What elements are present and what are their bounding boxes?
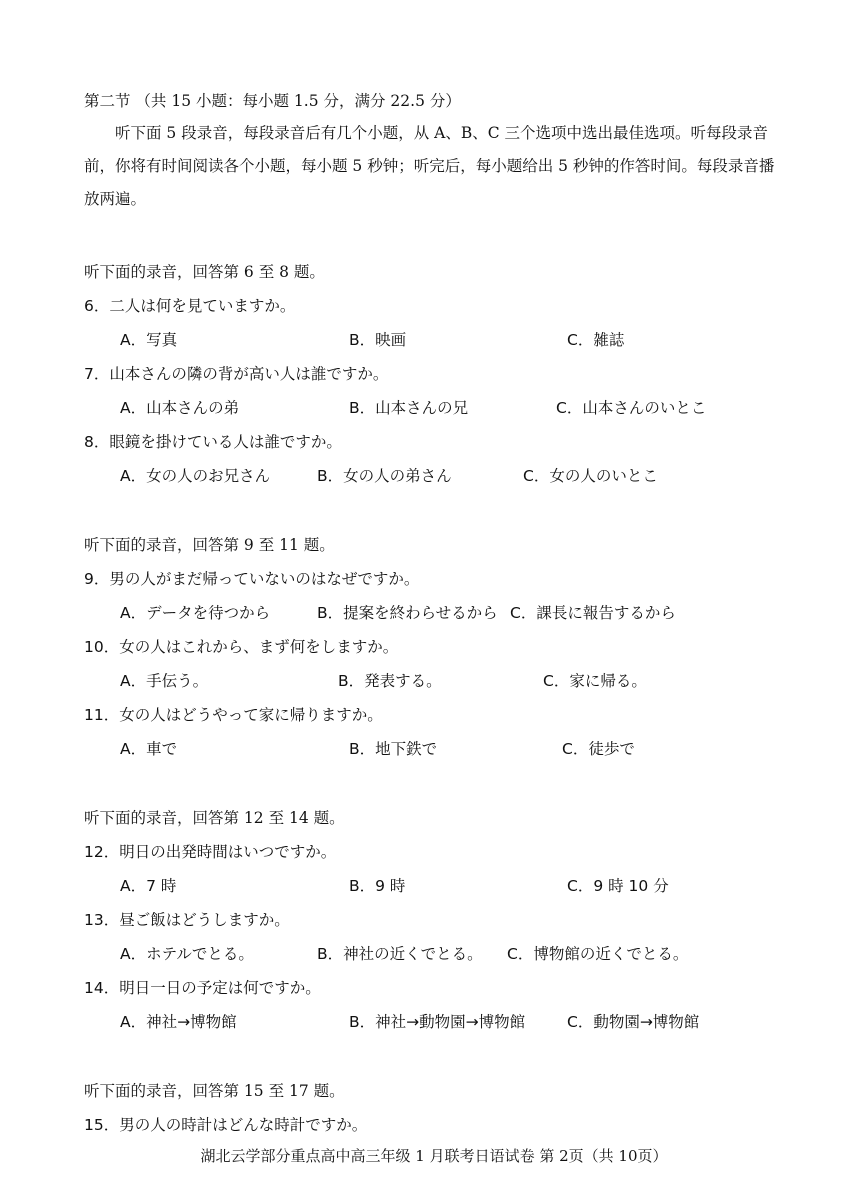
q14-option-b: B．神社→動物園→博物館 bbox=[349, 1013, 526, 1031]
q14-option-c: C．動物園→博物館 bbox=[567, 1013, 700, 1031]
q7-option-b: B．山本さんの兄 bbox=[349, 399, 469, 417]
section-header: 第二节 （共 15 小题：每小题 1.5 分，满分 22.5 分） bbox=[84, 92, 461, 110]
q10-option-b: B．発表する。 bbox=[338, 672, 442, 690]
group-prompt-2: 听下面的录音，回答第 9 至 11 题。 bbox=[84, 536, 335, 554]
q11-option-b: B．地下鉄で bbox=[349, 740, 438, 758]
question-14: 14．明日一日の予定は何ですか。 bbox=[84, 979, 321, 997]
question-6: 6．二人は何を見ていますか。 bbox=[84, 297, 296, 315]
q11-option-c: C．徒歩で bbox=[562, 740, 635, 758]
q9-option-b: B．提案を終わらせるから bbox=[317, 604, 498, 622]
q13-option-b: B．神社の近くでとる。 bbox=[317, 945, 483, 963]
q6-option-a: A．写真 bbox=[120, 331, 178, 349]
question-10: 10．女の人はこれから、まず何をしますか。 bbox=[84, 638, 399, 656]
q12-option-c: C．9 時 10 分 bbox=[567, 877, 669, 895]
q13-option-a: A．ホテルでとる。 bbox=[120, 945, 254, 963]
q6-option-b: B．映画 bbox=[349, 331, 407, 349]
q6-option-c: C．雑誌 bbox=[567, 331, 625, 349]
question-15: 15．男の人の時計はどんな時計ですか。 bbox=[84, 1116, 368, 1134]
q12-option-b: B．9 時 bbox=[349, 877, 406, 895]
question-13: 13．昼ご飯はどうしますか。 bbox=[84, 911, 290, 929]
q14-option-a: A．神社→博物館 bbox=[120, 1013, 237, 1031]
question-12: 12．明日の出発時間はいつですか。 bbox=[84, 843, 337, 861]
q10-option-a: A．手伝う。 bbox=[120, 672, 209, 690]
question-7: 7．山本さんの隣の背が高い人は誰ですか。 bbox=[84, 365, 389, 383]
q8-option-c: C．女の人のいとこ bbox=[523, 467, 658, 485]
section-instructions: 听下面 5 段录音，每段录音后有几个小题，从 A、B、C 三个选项中选出最佳选项。听每段录音前，你将有时间阅读各个小题，每小题 5 秒钟；听完后，每小题给出 5 秒钟的作答时间。每段录音播放两遍。 bbox=[84, 124, 775, 208]
question-11: 11．女の人はどうやって家に帰りますか。 bbox=[84, 706, 383, 724]
q7-option-a: A．山本さんの弟 bbox=[120, 399, 240, 417]
q12-option-a: A．7 時 bbox=[120, 877, 177, 895]
question-8: 8．眼鏡を掛けている人は誰ですか。 bbox=[84, 433, 342, 451]
group-prompt-1: 听下面的录音，回答第 6 至 8 题。 bbox=[84, 263, 325, 281]
q13-option-c: C．博物館の近くでとる。 bbox=[507, 945, 689, 963]
q9-option-c: C．課長に報告するから bbox=[510, 604, 676, 622]
group-prompt-4: 听下面的录音，回答第 15 至 17 题。 bbox=[84, 1082, 345, 1100]
q11-option-a: A．車で bbox=[120, 740, 178, 758]
q7-option-c: C．山本さんのいとこ bbox=[556, 399, 707, 417]
q9-option-a: A．データを待つから bbox=[120, 604, 271, 622]
group-prompt-3: 听下面的录音，回答第 12 至 14 题。 bbox=[84, 809, 345, 827]
question-9: 9．男の人がまだ帰っていないのはなぜですか。 bbox=[84, 570, 420, 588]
q8-option-a: A．女の人のお兄さん bbox=[120, 467, 271, 485]
page-footer: 湖北云学部分重点高中高三年级 1 月联考日语试卷 第 2页（共 10页） bbox=[200, 1147, 668, 1165]
q8-option-b: B．女の人の弟さん bbox=[317, 467, 452, 485]
q10-option-c: C．家に帰る。 bbox=[543, 672, 647, 690]
